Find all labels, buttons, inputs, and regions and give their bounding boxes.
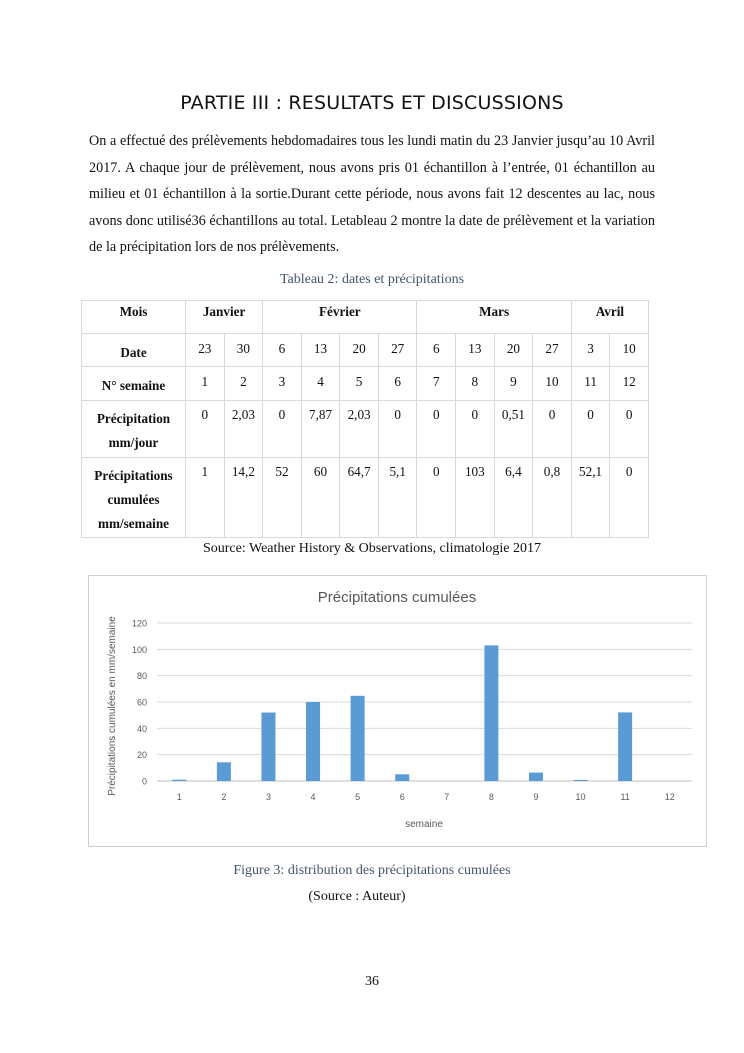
table-cell: 6 bbox=[263, 334, 302, 367]
bar bbox=[306, 702, 320, 781]
x-tick-label: 9 bbox=[533, 792, 539, 802]
table-cell: 3 bbox=[263, 367, 302, 401]
bar bbox=[395, 774, 409, 781]
y-tick-label: 0 bbox=[141, 776, 147, 787]
table-header-row bbox=[82, 301, 649, 334]
x-tick-label: 5 bbox=[355, 792, 361, 802]
row-label: Précipitation mm/jour bbox=[82, 401, 186, 458]
header-label-mois: Mois bbox=[82, 301, 186, 334]
table-cell: 0 bbox=[456, 401, 495, 458]
table-cell: 0 bbox=[610, 458, 649, 538]
bar bbox=[351, 696, 365, 781]
table-cell: 20 bbox=[340, 334, 379, 367]
table-cell: 5,1 bbox=[378, 458, 417, 538]
table-cell: 30 bbox=[224, 334, 263, 367]
y-tick-label: 100 bbox=[131, 644, 147, 655]
table-row bbox=[82, 401, 649, 458]
table-cell: 20 bbox=[494, 334, 533, 367]
table-cell: 0 bbox=[533, 401, 572, 458]
bar bbox=[172, 780, 186, 781]
table-cell: 23 bbox=[186, 334, 225, 367]
month-header: Janvier bbox=[186, 301, 263, 334]
y-tick-label: 60 bbox=[136, 697, 147, 708]
body-paragraph: On a effectué des prélèvements hebdomadaires tous les lundi matin du 23 Janvier jusqu’au 10 Avril 2017. A chaque jour de prélèvement, nous avons pris 01 échantillon à l’entrée, 01 échantillon au milieu et 01 échantillon à la sortie.Durant cette période, nous avons fait 12 descentes au lac, nous avons donc utilisé36 échantillons au total. Letableau 2 montre la date de prélèvement et la variation de la précipitation lors de nos prélèvements. bbox=[89, 133, 655, 256]
month-header: Avril bbox=[571, 301, 648, 334]
table-cell: 6 bbox=[417, 334, 456, 367]
row-label: N° semaine bbox=[82, 367, 186, 401]
table-cell: 14,2 bbox=[224, 458, 263, 538]
month-header: Mars bbox=[417, 301, 571, 334]
x-tick-label: 8 bbox=[488, 792, 494, 802]
table-cell: 13 bbox=[301, 334, 340, 367]
table-cell: 2,03 bbox=[340, 401, 379, 458]
table-cell: 0 bbox=[378, 401, 417, 458]
table-cell: 12 bbox=[610, 367, 649, 401]
chart-title: Précipitations cumulées bbox=[317, 589, 477, 606]
bar bbox=[217, 762, 231, 781]
table-cell: 27 bbox=[533, 334, 572, 367]
table-cell: 0,8 bbox=[533, 458, 572, 538]
x-tick-label: 11 bbox=[620, 792, 630, 802]
table-cell: 2 bbox=[224, 367, 263, 401]
y-tick-label: 80 bbox=[136, 671, 147, 682]
table-cell: 1 bbox=[186, 367, 225, 401]
bar bbox=[529, 773, 543, 781]
table-cell: 0 bbox=[263, 401, 302, 458]
table-cell: 7,87 bbox=[301, 401, 340, 458]
bar bbox=[618, 712, 632, 781]
table-cell: 5 bbox=[340, 367, 379, 401]
bar bbox=[261, 713, 275, 781]
y-tick-label: 20 bbox=[136, 750, 147, 761]
precipitation-table bbox=[81, 300, 649, 538]
y-tick-label: 120 bbox=[131, 618, 147, 629]
month-header: Février bbox=[263, 301, 417, 334]
table-cell: 0 bbox=[571, 401, 610, 458]
table-cell: 9 bbox=[494, 367, 533, 401]
table-cell: 0 bbox=[186, 401, 225, 458]
table-cell: 0 bbox=[417, 401, 456, 458]
table-cell: 0,51 bbox=[494, 401, 533, 458]
figure-source bbox=[0, 889, 744, 905]
x-tick-label: 1 bbox=[176, 792, 182, 802]
figure-caption: Figure 3: distribution des précipitations cumulées bbox=[233, 863, 511, 878]
table-cell: 7 bbox=[417, 367, 456, 401]
bar bbox=[574, 780, 588, 781]
table-cell: 10 bbox=[533, 367, 572, 401]
table-cell: 1 bbox=[186, 458, 225, 538]
table-cell: 11 bbox=[571, 367, 610, 401]
figure-source-text: (Source : Auteur) bbox=[308, 889, 406, 904]
table-cell: 52,1 bbox=[571, 458, 610, 538]
table-source: Source: Weather History & Observations, climatologie 2017 bbox=[202, 541, 542, 556]
bar bbox=[484, 645, 498, 781]
row-label: Date bbox=[82, 334, 186, 367]
table-cell: 0 bbox=[417, 458, 456, 538]
page-number: 36 bbox=[365, 974, 379, 989]
table-cell: 10 bbox=[610, 334, 649, 367]
table-cell: 2,03 bbox=[224, 401, 263, 458]
chart-frame bbox=[88, 575, 707, 847]
table-caption: Tableau 2: dates et précipitations bbox=[279, 272, 465, 287]
table-cell: 52 bbox=[263, 458, 302, 538]
x-tick-label: 3 bbox=[265, 792, 271, 802]
x-tick-label: 2 bbox=[221, 792, 227, 802]
table-cell: 8 bbox=[456, 367, 495, 401]
row-label: Précipitations cumulées mm/semaine bbox=[82, 458, 186, 538]
chart-y-axis-label: Précipitations cumulées en mm/semaine bbox=[107, 616, 118, 796]
y-tick-label: 40 bbox=[136, 723, 147, 734]
table-cell: 6 bbox=[378, 367, 417, 401]
chart-x-axis-label: semaine bbox=[405, 819, 443, 830]
x-tick-label: 10 bbox=[575, 792, 586, 802]
section-heading: PARTIE III : RESULTATS ET DISCUSSIONS bbox=[180, 92, 564, 114]
table-row bbox=[82, 458, 649, 538]
table-row bbox=[82, 367, 649, 401]
x-tick-label: 7 bbox=[444, 792, 450, 802]
x-tick-label: 4 bbox=[310, 792, 316, 802]
table-cell: 4 bbox=[301, 367, 340, 401]
table-cell: 13 bbox=[456, 334, 495, 367]
table-cell: 103 bbox=[456, 458, 495, 538]
table-cell: 0 bbox=[610, 401, 649, 458]
table-cell: 60 bbox=[301, 458, 340, 538]
table-cell: 3 bbox=[571, 334, 610, 367]
bar-chart bbox=[89, 576, 706, 846]
table-cell: 64,7 bbox=[340, 458, 379, 538]
table-cell: 6,4 bbox=[494, 458, 533, 538]
table-row bbox=[82, 334, 649, 367]
x-tick-label: 6 bbox=[399, 792, 405, 802]
x-tick-label: 12 bbox=[664, 792, 675, 802]
table-cell: 27 bbox=[378, 334, 417, 367]
